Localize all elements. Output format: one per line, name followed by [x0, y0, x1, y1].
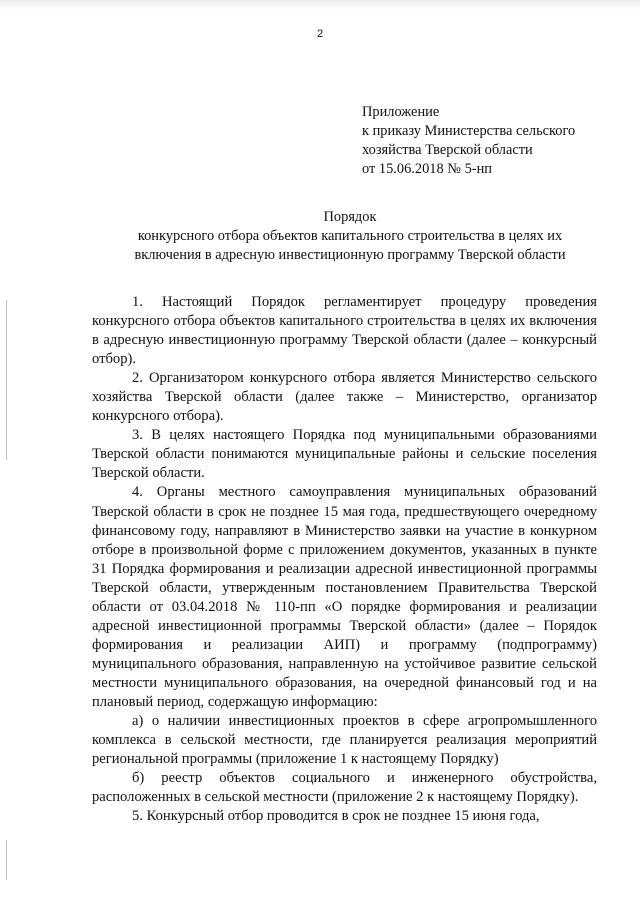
appendix-block [362, 103, 632, 179]
appendix-line: хозяйства Тверской области [362, 142, 533, 158]
document-subtitle-line2: включения в адресную инвестиционную программу Тверской области [134, 247, 566, 263]
scan-artifact [0, 0, 640, 10]
margin-mark [6, 840, 7, 880]
paragraph-4b: б) реестр объектов социального и инженерного обустройства, расположенных в сельской местности (приложение 2 к настоящему Порядку). [92, 770, 597, 806]
document-body [92, 293, 597, 826]
appendix-line: Приложение [362, 104, 440, 120]
document-subtitle-line1: конкурсного отбора объектов капитального строительства в целях их [137, 228, 563, 244]
paragraph-2: 2. Организатором конкурсного отбора является Министерство сельского хозяйства Тверской области (далее также – Министерство, организатор конкурсного отбора). [92, 370, 597, 425]
margin-mark [6, 300, 7, 460]
appendix-line: от 15.06.2018 № 5-нп [362, 161, 492, 177]
paragraph-4: 4. Органы местного самоуправления муниципальных образований Тверской области в срок не позднее 15 мая года, предшествующего очередному финансовому году, направляют в Министерство заявки на участие в конкурном отборе в произвольной форме с приложением документов, указанных в пункте 31 Порядка формирования и реализации адресной инвестиционной программы Тверской области, утвержденным постановлением Правительства Тверской области от 03.04.2018 № 110-пп «О порядке формирования и реализации адресной инвестиционной программы Тверской области» (далее – Порядок формирования и реализации АИП) и программу (подпрограмму) муниципального образования, направленную на устойчивое развитие сельской местности муниципального образования, на очередной финансовый год и на плановый период, содержащую информацию: [92, 484, 597, 710]
document-heading: Порядок [323, 209, 377, 225]
appendix-line: к приказу Министерства сельского [362, 123, 576, 139]
page-number: 2 [316, 28, 324, 40]
paragraph-4a: а) о наличии инвестиционных проектов в сфере агропромышленного комплекса в сельской местности, где планируется реализация мероприятий региональной программы (приложение 1 к настоящему Порядку) [92, 713, 597, 768]
paragraph-3: 3. В целях настоящего Порядка под муниципальными образованиями Тверской области понимаются муниципальные районы и сельские поселения Тверской области. [92, 427, 597, 482]
paragraph-5: 5. Конкурсный отбор проводится в срок не позднее 15 июня года, [132, 808, 540, 825]
paragraph-1: 1. Настоящий Порядок регламентирует процедуру проведения конкурсного отбора объектов капитального строительства в целях их включения в адресную инвестиционную программу Тверской области (далее – конкурсный отбор). [92, 294, 597, 368]
